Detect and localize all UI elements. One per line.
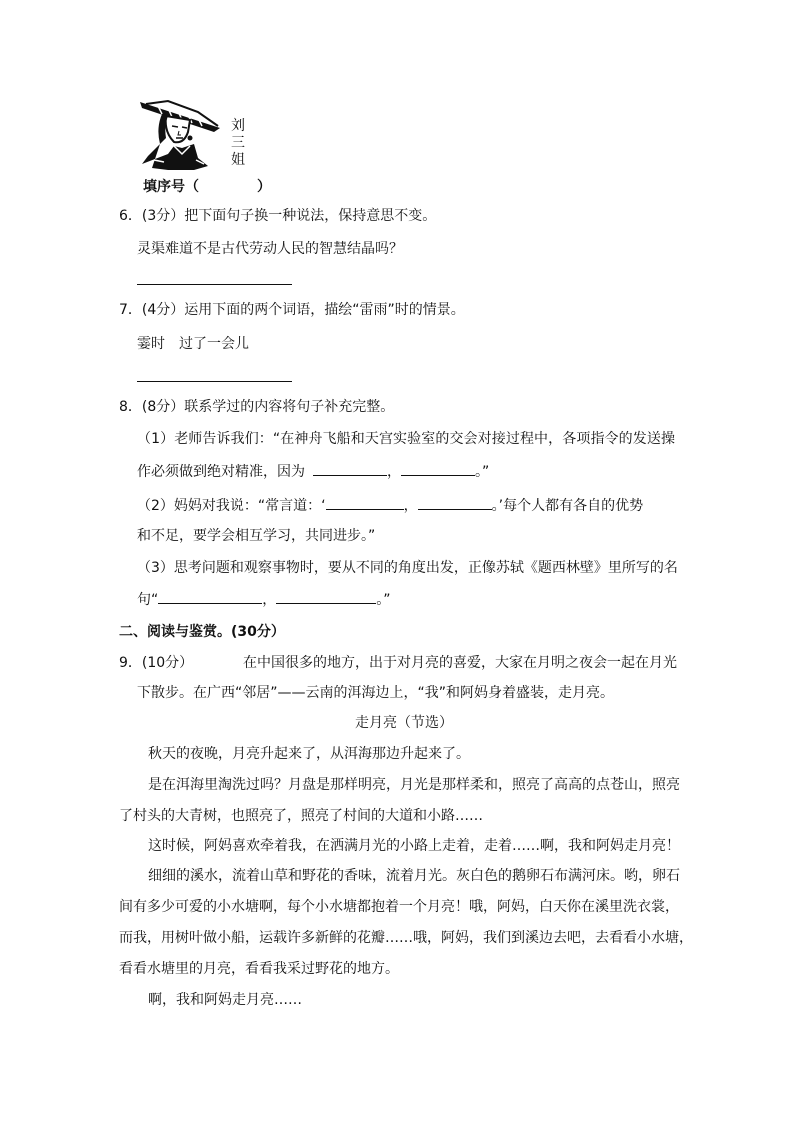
liu-sanjie-name [230, 118, 246, 169]
q8-item3-comma: ， [262, 592, 277, 608]
passage-para4-line4: 看看水塘里的月亮，看看我采过野花的地方。 [119, 961, 399, 977]
passage-para4-line3: 而我，用树叶做小船，运载许多新鲜的花瓣……哦，阿妈，我们到溪边去吧，去看看小水塘， [119, 930, 693, 946]
q7-words: 霎时 过了一会儿 [137, 336, 249, 352]
q8-item1-line1: （1）老师告诉我们：“在神舟飞船和天宫实验室的交会对接过程中，各项指令的发送操 [137, 431, 676, 447]
section2-title: 二、阅读与鉴赏。(30分） [119, 624, 285, 640]
passage-para4-line1: 细细的溪水，流着山草和野花的香味，流着月光。灰白色的鹅卵石布满河床。哟，卵石 [148, 868, 680, 884]
q8-item3-blank1[interactable] [158, 589, 262, 604]
q8-item1-blank2[interactable] [401, 461, 475, 476]
fill-number-close: ） [257, 179, 271, 195]
q8-item2-end: 。’每个人都有各自的优势 [491, 498, 644, 514]
passage-para3: 这时候，阿妈喜欢牵着我，在洒满月光的小路上走着，走着……啊，我和阿妈走月亮！ [148, 838, 680, 854]
q8-item2-line2: 和不足，要学会相互学习，共同进步。” [137, 528, 376, 544]
q8-item3-blank2[interactable] [276, 589, 376, 604]
passage-para4-line2: 间有多少可爱的小水塘啊，每个小水塘都抱着一个月亮！哦，阿妈，白天你在溪里洗衣裳， [119, 899, 679, 915]
q7-heading: 7．(4分）运用下面的两个词语，描绘“雷雨”时的情景。 [119, 302, 465, 318]
q8-item1-text: 作必须做到绝对精准，因为 [137, 464, 305, 480]
woodcut-figure-icon [140, 101, 220, 170]
q9-number: 9．(10分） [119, 655, 194, 671]
name-char-2: 三 [231, 135, 245, 151]
passage-para2-line1: 是在洱海里淘洗过吗？月盘是那样明亮，月光是那样柔和，照亮了高高的点苍山，照亮 [148, 777, 680, 793]
q8-item1-comma: ， [387, 464, 401, 480]
passage-para1: 秋天的夜晚，月亮升起来了，从洱海那边升起来了。 [148, 746, 470, 762]
passage-para5: 啊，我和阿妈走月亮…… [148, 992, 302, 1008]
name-char-3: 姐 [231, 152, 245, 168]
q8-item3-line1: （3）思考问题和观察事物时，要从不同的角度出发，正像苏轼《题西林壁》里所写的名 [137, 560, 678, 576]
q8-item2-blank1[interactable] [326, 495, 404, 510]
q9-intro-line1: 在中国很多的地方，出于对月亮的喜爱，大家在月明之夜会一起在月光 [243, 655, 677, 671]
name-char-1: 刘 [231, 118, 245, 134]
q8-item3-line2 [137, 589, 391, 610]
q6-sentence: 灵渠难道不是古代劳动人民的智慧结晶吗？ [137, 241, 403, 257]
liu-sanjie-illustration [138, 98, 226, 174]
q6-heading: 6．(3分）把下面句子换一种说法，保持意思不变。 [119, 208, 437, 224]
fill-number-label: 填序号（ [143, 179, 199, 195]
q8-item1-blank1[interactable] [313, 461, 387, 476]
q8-item2-line1 [137, 495, 643, 516]
q8-item3-text: 句“ [137, 592, 159, 608]
q8-item3-end: 。” [376, 592, 391, 608]
q6-answer-line[interactable] [137, 284, 292, 285]
q8-item2-blank2[interactable] [418, 495, 492, 510]
q8-item2-comma: ， [403, 498, 418, 514]
q7-answer-line[interactable] [137, 381, 292, 382]
passage-para2-line2: 了村头的大青树，也照亮了，照亮了村间的大道和小路…… [119, 808, 483, 824]
passage-title: 走月亮（节选） [355, 715, 453, 731]
fill-number-prompt [143, 177, 271, 197]
q8-heading: 8．(8分）联系学过的内容将句子补充完整。 [119, 399, 395, 415]
q8-item1-line2 [137, 461, 489, 482]
q8-item2-text: （2）妈妈对我说：“常言道：‘ [137, 498, 326, 514]
q9-intro-line2: 下散步。在广西“邻居”——云南的洱海边上，“我”和阿妈身着盛装，走月亮。 [137, 685, 615, 701]
q8-item1-end: 。” [475, 464, 490, 480]
